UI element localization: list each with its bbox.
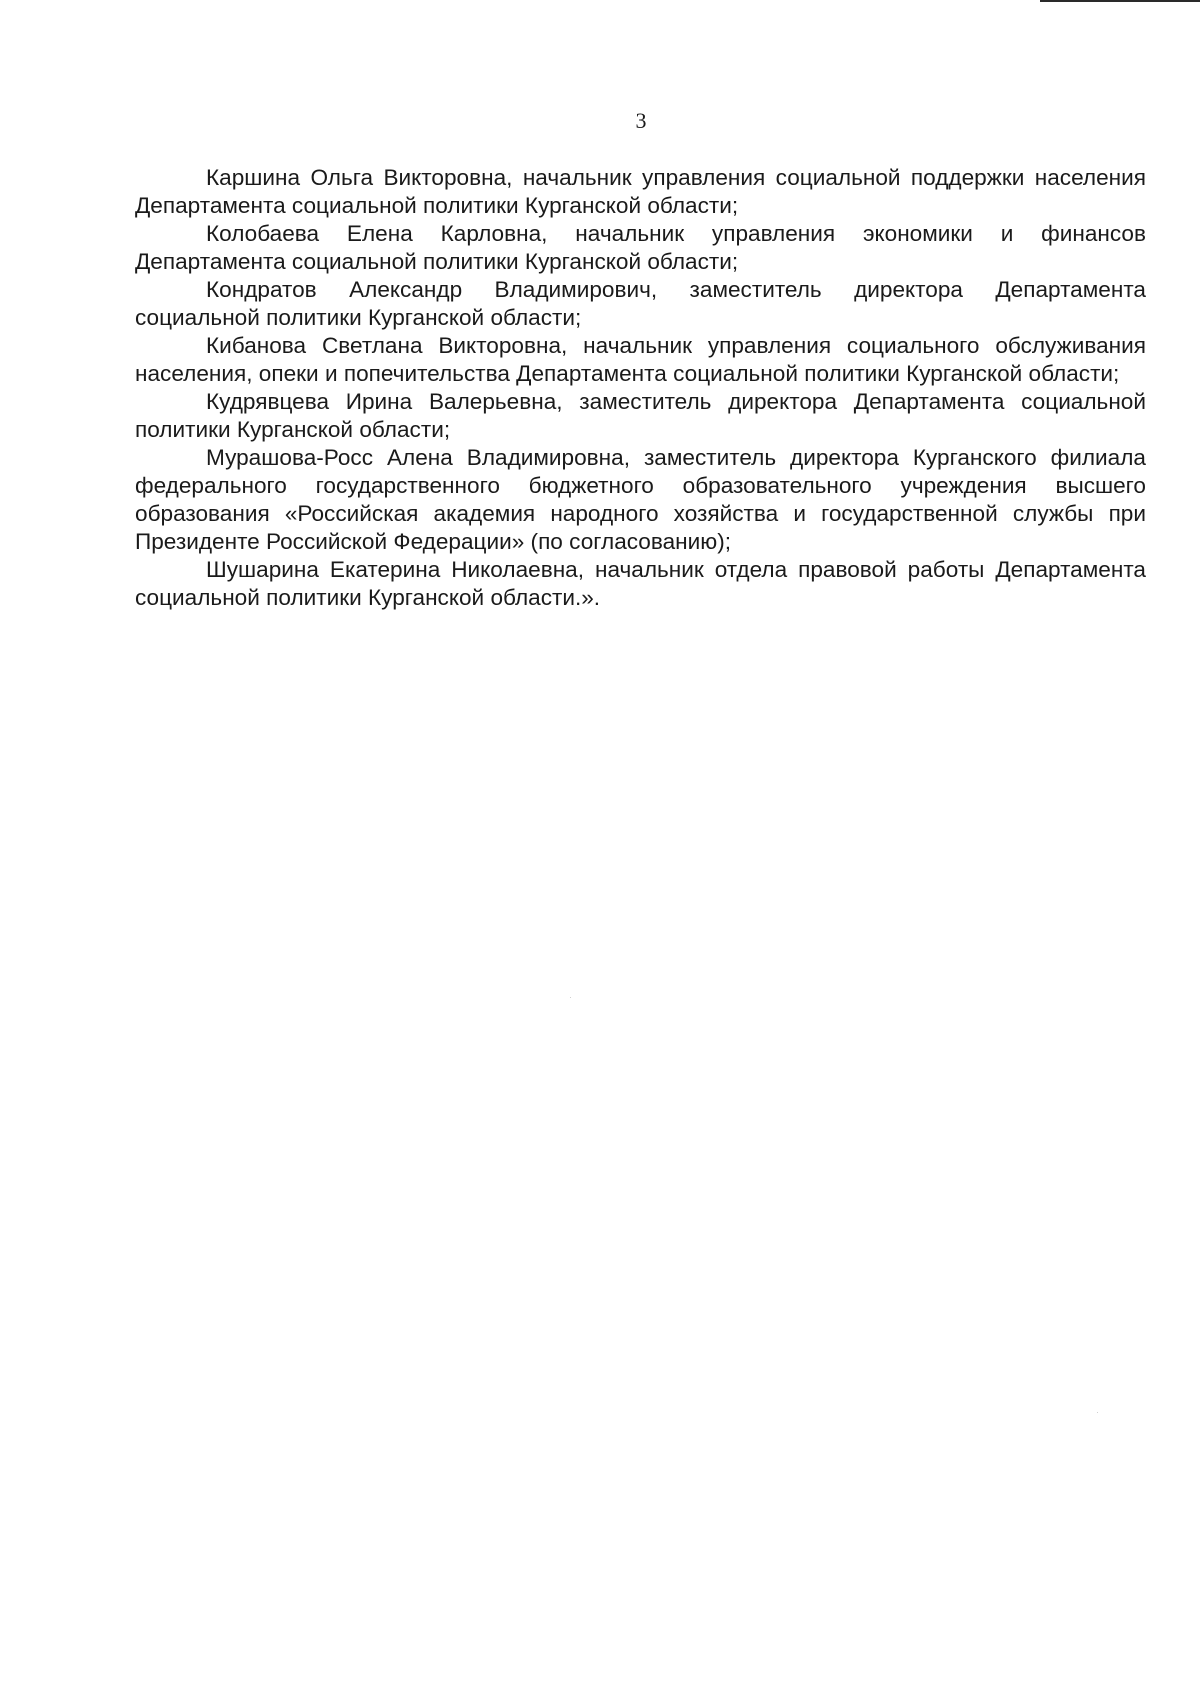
list-item-kudryavtseva: Кудрявцева Ирина Валерьевна, заместитель директора Департамента социальной политики Курганской области;	[135, 389, 1146, 442]
list-item-kondratov: Кондратов Александр Владимирович, заместитель директора Департамента социальной политики Курганской области;	[135, 277, 1146, 330]
member-list	[135, 164, 1146, 612]
scan-dust-mark	[1097, 1412, 1098, 1413]
list-item-karshina: Каршина Ольга Викторовна, начальник управления социальной поддержки населения Департамента социальной политики Курганской области;	[135, 165, 1146, 218]
list-item-shusharina: Шушарина Екатерина Николаевна, начальник отдела правовой работы Департамента социальной политики Курганской области.».	[135, 557, 1146, 610]
list-item-kibanova: Кибанова Светлана Викторовна, начальник управления социального обслуживания населения, опеки и попечительства Департамента социальной политики Курганской области;	[135, 333, 1146, 386]
scan-dust-mark	[570, 997, 571, 998]
list-item-murashova-ross: Мурашова-Росс Алена Владимировна, заместитель директора Курганского филиала федерального государственного бюджетного образовательного учреждения высшего образования «Российская академия народного хозяйства и государственной службы при Президенте Российской Федерации» (по согласованию);	[135, 445, 1146, 554]
list-item-kolobaeva: Колобаева Елена Карловна, начальник управления экономики и финансов Департамента социальной политики Курганской области;	[135, 221, 1146, 274]
scan-edge-line	[1040, 0, 1200, 2]
page-number: 3	[635, 108, 647, 133]
